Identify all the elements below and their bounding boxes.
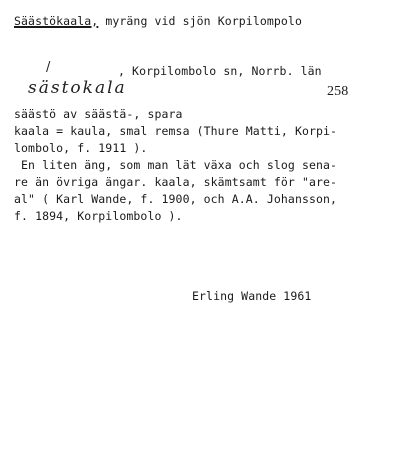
headword: Säästökaala, — [14, 14, 99, 28]
header-description: myräng vid sjön Korpilompolo — [98, 14, 302, 28]
signature: Erling Wande 1961 — [192, 289, 312, 303]
body-line-3: lombolo, f. 1911 ). — [14, 141, 148, 155]
handwritten-tick: / — [46, 60, 51, 75]
body-line-7: f. 1894, Korpilombolo ). — [14, 209, 183, 223]
body-line-2: kaala = kaula, smal remsa (Thure Matti, Korpi- — [14, 124, 338, 138]
body-line-4: En liten äng, som man lät växa och slog sena- — [14, 158, 338, 172]
body-line-6: al" ( Karl Wande, f. 1900, och A.A. Johansson, — [14, 192, 338, 206]
body-line-1: säästö av säästä-, spara — [14, 107, 183, 121]
handwritten-form: sästokala — [28, 78, 127, 98]
card-header — [14, 14, 302, 28]
card-number: 258 — [327, 84, 349, 99]
body-line-5: re än övriga ängar. kaala, skämtsamt för "are- — [14, 175, 338, 189]
location-line: , Korpilombolo sn, Norrb. län — [118, 64, 322, 78]
